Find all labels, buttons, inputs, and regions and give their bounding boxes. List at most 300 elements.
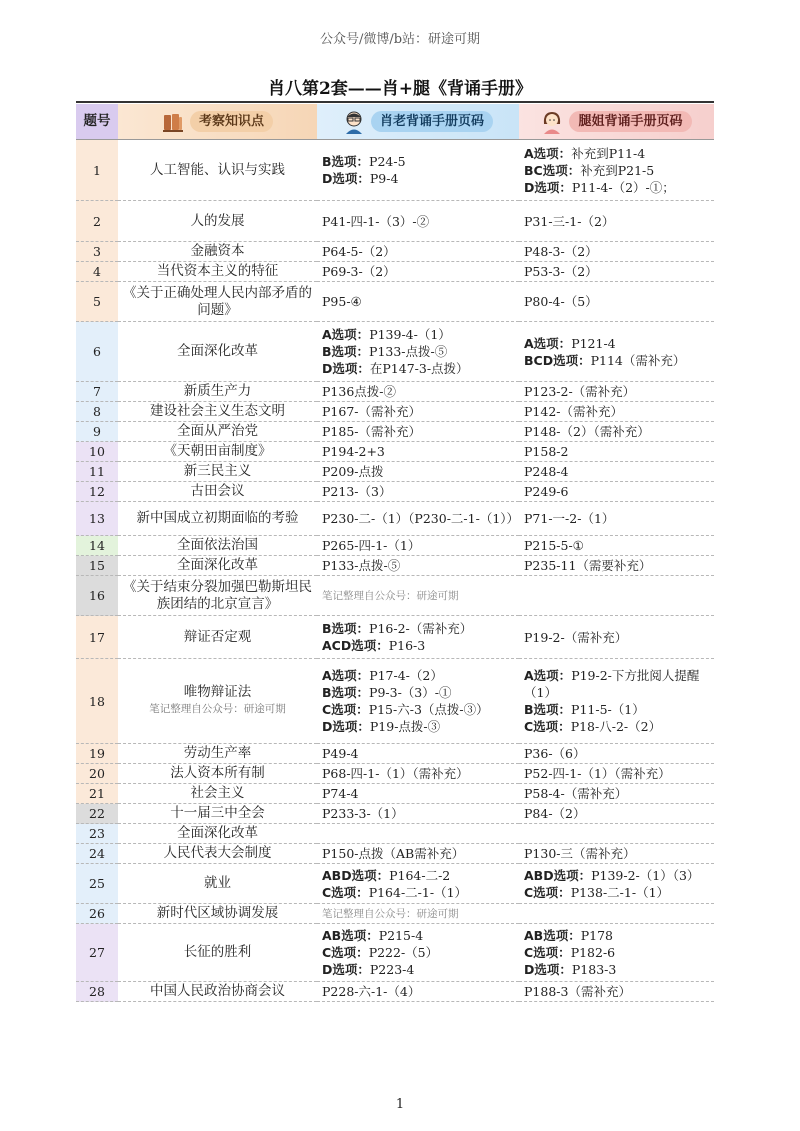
ref-line	[322, 483, 514, 500]
page-ref: P17-4-（2）	[369, 668, 443, 683]
table-row	[76, 824, 714, 844]
ref-line	[322, 904, 514, 923]
xiao-page-ref	[317, 556, 519, 576]
page-ref: P139-2-（1）（3）	[591, 867, 700, 883]
option-label: C选项：	[524, 719, 571, 734]
ref-line	[322, 263, 514, 280]
ref-line	[524, 805, 709, 822]
ref-line	[322, 443, 514, 460]
page-ref: P222-（5）	[368, 945, 439, 960]
knowledge-point-text: 新时代区域协调发展	[156, 905, 279, 921]
knowledge-point-text: 《关于正确处理人民内部矛盾的问题》	[123, 284, 312, 318]
xiao-page-ref	[317, 659, 519, 744]
knowledge-point	[118, 824, 317, 844]
ref-line	[524, 667, 709, 701]
ref-line	[322, 718, 514, 735]
ref-line	[524, 335, 709, 352]
option-label: A选项：	[322, 668, 370, 683]
tui-page-ref	[519, 824, 714, 844]
page-ref: P71-一-2-（1）	[524, 511, 615, 526]
table-row	[76, 140, 714, 201]
tui-page-ref	[519, 576, 714, 616]
ref-line	[322, 944, 514, 961]
question-number: 11	[76, 462, 118, 482]
document-title: 肖八第2套——肖+腿《背诵手册》	[267, 79, 533, 99]
knowledge-point	[118, 784, 317, 804]
ref-line	[524, 845, 709, 862]
ref-line	[524, 944, 709, 961]
question-number: 10	[76, 442, 118, 462]
question-number: 15	[76, 556, 118, 576]
table-row	[76, 402, 714, 422]
table-row	[76, 982, 714, 1002]
page-ref: P19-2-下方批阅人提醒（1）	[524, 668, 700, 700]
question-number: 13	[76, 502, 118, 536]
page-ref: P16-2-（需补充）	[369, 621, 473, 636]
question-number: 27	[76, 924, 118, 982]
tui-page-ref	[519, 744, 714, 764]
question-number: 26	[76, 904, 118, 924]
page-ref: P158-2	[524, 444, 569, 459]
ref-line	[524, 243, 709, 260]
page-ref: P11-5-（1）	[571, 702, 645, 717]
header-xiao	[317, 104, 519, 140]
teacher-avatar-icon	[343, 110, 365, 134]
ref-line	[322, 293, 514, 310]
reference-table	[76, 104, 714, 1002]
tui-page-ref	[519, 422, 714, 442]
option-label: ABD选项：	[322, 867, 390, 883]
ref-line	[524, 785, 709, 802]
book-icon	[162, 111, 184, 133]
question-number: 25	[76, 864, 118, 904]
tui-page-ref	[519, 982, 714, 1002]
page-ref: P136点拨-②	[322, 384, 396, 399]
page-ref: P133-点拨-⑤	[369, 344, 448, 359]
option-label: C选项：	[524, 884, 571, 900]
page-ref: P164-二-1-（1）	[368, 884, 468, 900]
question-number: 8	[76, 402, 118, 422]
table-row	[76, 744, 714, 764]
option-label: AB选项：	[322, 928, 379, 943]
xiao-page-ref	[317, 262, 519, 282]
ref-line	[322, 557, 514, 574]
knowledge-point	[118, 556, 317, 576]
question-number: 19	[76, 744, 118, 764]
page-ref: P58-4-（需补充）	[524, 786, 628, 801]
page-ref: P9-4	[369, 171, 399, 186]
page-ref: P24-5	[369, 154, 406, 169]
knowledge-point-text: 人的发展	[190, 212, 245, 229]
page-ref: P142-（需补充）	[524, 404, 623, 419]
ref-line	[322, 884, 514, 901]
knowledge-point-text: 唯物辩证法	[183, 684, 252, 700]
xiao-page-ref	[317, 322, 519, 382]
option-label: D选项：	[524, 179, 572, 195]
ref-line	[524, 213, 709, 230]
knowledge-point	[118, 804, 317, 824]
page-ref: P80-4-（5）	[524, 294, 598, 309]
ref-line	[524, 983, 709, 1000]
table-row	[76, 442, 714, 462]
knowledge-point	[118, 262, 317, 282]
ref-line	[524, 443, 709, 460]
ref-line	[322, 637, 514, 654]
page-ref: P209-点拨	[322, 464, 384, 479]
knowledge-point	[118, 744, 317, 764]
xiao-page-ref	[317, 864, 519, 904]
xiao-page-ref	[317, 904, 519, 924]
question-number: 17	[76, 616, 118, 659]
knowledge-point-text: 劳动生产率	[183, 745, 252, 761]
tui-page-ref	[519, 864, 714, 904]
ref-line	[322, 805, 514, 822]
page-ref: P215-4	[378, 928, 424, 943]
xiao-page-ref	[317, 844, 519, 864]
xiao-page-ref	[317, 422, 519, 442]
option-label: B选项：	[524, 702, 572, 717]
tui-page-ref	[519, 844, 714, 864]
knowledge-point	[118, 904, 317, 924]
option-label: B选项：	[322, 621, 370, 636]
watermark-note: 笔记整理自公众号：研途可期	[322, 590, 459, 602]
question-number: 16	[76, 576, 118, 616]
page-ref: P53-3-（2）	[524, 264, 598, 279]
ref-line	[322, 537, 514, 554]
table-row	[76, 924, 714, 982]
ref-line	[524, 145, 709, 162]
question-number: 9	[76, 422, 118, 442]
tui-page-ref	[519, 282, 714, 322]
tui-page-ref	[519, 784, 714, 804]
page-ref: P133-点拨-⑤	[322, 558, 401, 573]
knowledge-point-text: 《天朝田亩制度》	[163, 443, 272, 459]
watermark-note: 笔记整理自公众号：研途可期	[322, 908, 459, 920]
question-number: 2	[76, 201, 118, 242]
ref-line	[322, 765, 514, 782]
ref-line	[524, 927, 709, 944]
knowledge-point-text: 中国人民政治协商会议	[150, 983, 285, 999]
ref-line	[322, 326, 514, 343]
page-ref: P138-二-1-（1）	[570, 884, 670, 900]
option-label: AB选项：	[524, 928, 581, 943]
knowledge-point-text: 全面深化改革	[177, 825, 258, 841]
table-row	[76, 322, 714, 382]
page-ref: P213-（3）	[322, 484, 392, 499]
table-row	[76, 462, 714, 482]
tui-page-ref	[519, 536, 714, 556]
table-row	[76, 576, 714, 616]
page-ref: P188-3（需补充）	[524, 984, 631, 999]
question-number: 14	[76, 536, 118, 556]
page-ref: P36-（6）	[524, 746, 586, 761]
ref-line	[524, 403, 709, 420]
page-ref: P9-3-（3）-①	[369, 685, 452, 700]
xiao-page-ref	[317, 282, 519, 322]
question-number: 12	[76, 482, 118, 502]
tui-page-ref	[519, 462, 714, 482]
knowledge-point	[118, 659, 317, 744]
question-number: 5	[76, 282, 118, 322]
knowledge-point-text: 人民代表大会制度	[163, 845, 272, 861]
tui-page-ref	[519, 764, 714, 784]
tui-page-ref	[519, 402, 714, 422]
ref-line	[322, 845, 514, 862]
option-label: B选项：	[322, 154, 370, 169]
knowledge-point	[118, 844, 317, 864]
xiao-page-ref	[317, 201, 519, 242]
title-rule	[76, 101, 714, 103]
girl-avatar-icon	[541, 110, 563, 134]
page-ref: P114（需补充）	[590, 352, 686, 368]
tui-page-ref	[519, 616, 714, 659]
table-row	[76, 764, 714, 784]
header-tui	[519, 104, 714, 140]
knowledge-point-text: 当代资本主义的特征	[156, 263, 279, 279]
knowledge-point-text: 全面从严治党	[177, 423, 258, 439]
knowledge-point-text: 全面深化改革	[177, 343, 258, 359]
page-ref: P215-5-①	[524, 538, 584, 553]
option-label: D选项：	[322, 361, 370, 376]
knowledge-point	[118, 242, 317, 262]
table-row	[76, 536, 714, 556]
xiao-page-ref	[317, 576, 519, 616]
ref-line	[524, 765, 709, 782]
page-ref: P64-5-（2）	[322, 244, 396, 259]
ref-line	[322, 701, 514, 718]
question-number: 28	[76, 982, 118, 1002]
knowledge-point-text: 人工智能、认识与实践	[150, 161, 285, 178]
tui-page-ref	[519, 804, 714, 824]
xiao-page-ref	[317, 924, 519, 982]
page-ref: P248-4	[524, 464, 569, 479]
ref-line	[524, 745, 709, 762]
ref-line	[322, 785, 514, 802]
table-row	[76, 804, 714, 824]
xiao-page-ref	[317, 824, 519, 844]
ref-line	[524, 537, 709, 554]
xiao-page-ref	[317, 402, 519, 422]
knowledge-point	[118, 140, 317, 201]
table-row	[76, 482, 714, 502]
ref-line	[322, 423, 514, 440]
xiao-page-ref	[317, 442, 519, 462]
page-ref: P183-3	[571, 962, 617, 977]
ref-line	[524, 557, 709, 574]
knowledge-point	[118, 201, 317, 242]
knowledge-point-text: 社会主义	[190, 785, 245, 801]
knowledge-point	[118, 616, 317, 659]
page-ref: P185-（需补充）	[322, 424, 421, 439]
page-ref: P121-4	[571, 335, 616, 351]
option-label: A选项：	[524, 335, 572, 351]
knowledge-point	[118, 502, 317, 536]
ref-line	[322, 745, 514, 762]
knowledge-point-text: 金融资本	[190, 243, 245, 259]
ref-line	[524, 293, 709, 310]
table-row	[76, 242, 714, 262]
knowledge-point-text: 长征的胜利	[183, 944, 252, 960]
knowledge-point	[118, 536, 317, 556]
table-row	[76, 201, 714, 242]
tui-page-ref	[519, 201, 714, 242]
table-row	[76, 556, 714, 576]
ref-line	[524, 884, 709, 901]
header-topic-label: 考察知识点	[190, 111, 273, 132]
table-row	[76, 262, 714, 282]
ref-line	[524, 423, 709, 440]
ref-line	[524, 483, 709, 500]
question-number: 20	[76, 764, 118, 784]
page-ref: P18-八-2-（2）	[570, 719, 662, 734]
page-ref: P178	[580, 928, 613, 943]
page-ref: P164-二-2	[389, 867, 451, 883]
tui-page-ref	[519, 322, 714, 382]
knowledge-point-text: 建设社会主义生态文明	[150, 403, 285, 419]
ref-line	[322, 213, 514, 230]
knowledge-point-text: 新中国成立初期面临的考验	[136, 510, 299, 526]
ref-line	[322, 170, 514, 187]
question-number: 21	[76, 784, 118, 804]
option-label: ACD选项：	[322, 638, 389, 653]
table-row	[76, 502, 714, 536]
tui-page-ref	[519, 382, 714, 402]
option-label: A选项：	[524, 145, 572, 161]
knowledge-point-text: 辩证否定观	[183, 628, 252, 645]
source-line: 公众号/微博/b站：研途可期	[319, 32, 481, 47]
ref-line	[322, 927, 514, 944]
option-label: BCD选项：	[524, 352, 591, 368]
option-label: D选项：	[524, 962, 572, 977]
ref-line	[322, 343, 514, 360]
knowledge-point	[118, 422, 317, 442]
question-number: 22	[76, 804, 118, 824]
knowledge-point	[118, 282, 317, 322]
ref-line	[524, 629, 709, 646]
table-row	[76, 382, 714, 402]
knowledge-point	[118, 576, 317, 616]
ref-line	[524, 383, 709, 400]
knowledge-point	[118, 382, 317, 402]
page-ref: P148-（2）（需补充）	[524, 424, 650, 439]
knowledge-point	[118, 764, 317, 784]
knowledge-point	[118, 402, 317, 422]
ref-line	[322, 684, 514, 701]
table-row	[76, 904, 714, 924]
knowledge-point	[118, 864, 317, 904]
ref-line	[524, 961, 709, 978]
page-ref: P265-四-1-（1）	[322, 538, 421, 553]
tui-page-ref	[519, 262, 714, 282]
option-label: A选项：	[322, 327, 370, 342]
page-ref: P249-6	[524, 484, 569, 499]
page-ref: P235-11（需要补充）	[524, 558, 652, 573]
page-ref: 在P147-3-点拨）	[369, 361, 469, 376]
page-ref: P182-6	[570, 945, 616, 960]
option-label: B选项：	[322, 685, 370, 700]
xiao-page-ref	[317, 764, 519, 784]
option-label: C选项：	[322, 702, 369, 717]
ref-line	[322, 360, 514, 377]
ref-line	[322, 403, 514, 420]
table-row	[76, 864, 714, 904]
page-ref: P52-四-1-（1）（需补充）	[524, 766, 671, 781]
knowledge-point	[118, 982, 317, 1002]
knowledge-point	[118, 322, 317, 382]
page-ref: P84-（2）	[524, 806, 586, 821]
xiao-page-ref	[317, 382, 519, 402]
page-ref: P228-六-1-（4）	[322, 984, 421, 999]
ref-line	[524, 701, 709, 718]
knowledge-point	[118, 442, 317, 462]
page-ref: P31-三-1-（2）	[524, 213, 615, 229]
knowledge-point	[118, 924, 317, 982]
page-ref: P74-4	[322, 786, 359, 801]
tui-page-ref	[519, 242, 714, 262]
option-label: BC选项：	[524, 162, 581, 178]
xiao-page-ref	[317, 462, 519, 482]
knowledge-point-text: 古田会议	[190, 483, 245, 499]
page-ref: P233-3-（1）	[322, 806, 404, 821]
option-label: ABD选项：	[524, 867, 592, 883]
ref-line	[322, 463, 514, 480]
question-number: 23	[76, 824, 118, 844]
tui-page-ref	[519, 659, 714, 744]
ref-line	[524, 463, 709, 480]
ref-line	[322, 620, 514, 637]
option-label: B选项：	[322, 344, 370, 359]
header-xiao-label: 肖老背诵手册页码	[371, 111, 493, 132]
page-ref: P48-3-（2）	[524, 244, 598, 259]
tui-page-ref	[519, 482, 714, 502]
page-ref: 补充到P21-5	[580, 162, 655, 178]
question-number: 7	[76, 382, 118, 402]
page-ref: P130-三（需补充）	[524, 846, 636, 861]
ref-line	[524, 263, 709, 280]
page-ref: P194-2+3	[322, 444, 385, 459]
page-ref: P16-3	[388, 638, 426, 653]
page-ref: P230-二-（1）（P230-二-1-（1））	[322, 511, 520, 526]
ref-line	[322, 961, 514, 978]
table-row	[76, 784, 714, 804]
option-label: D选项：	[322, 171, 370, 186]
ref-line	[524, 179, 709, 196]
xiao-page-ref	[317, 616, 519, 659]
header-topic	[118, 104, 317, 140]
ref-line	[322, 867, 514, 884]
page-ref: P69-3-（2）	[322, 264, 396, 279]
page-ref: P150-点拨（AB需补充）	[322, 846, 465, 861]
xiao-page-ref	[317, 744, 519, 764]
question-number: 24	[76, 844, 118, 864]
knowledge-point	[118, 482, 317, 502]
table-row	[76, 616, 714, 659]
ref-line	[322, 983, 514, 1000]
question-number: 1	[76, 140, 118, 201]
watermark-note: 笔记整理自公众号：研途可期	[149, 703, 286, 715]
question-number: 3	[76, 242, 118, 262]
knowledge-point-text: 就业	[204, 875, 231, 891]
page-ref: P68-四-1-（1）（需补充）	[322, 766, 469, 781]
knowledge-point-text: 新质生产力	[183, 383, 252, 399]
page-ref: P95-④	[322, 294, 362, 309]
ref-line	[322, 153, 514, 170]
option-label: C选项：	[322, 945, 369, 960]
option-label: D选项：	[322, 962, 370, 977]
option-label: D选项：	[322, 719, 370, 734]
option-label: C选项：	[322, 884, 369, 900]
page-ref: P19-2-（需补充）	[524, 629, 628, 645]
